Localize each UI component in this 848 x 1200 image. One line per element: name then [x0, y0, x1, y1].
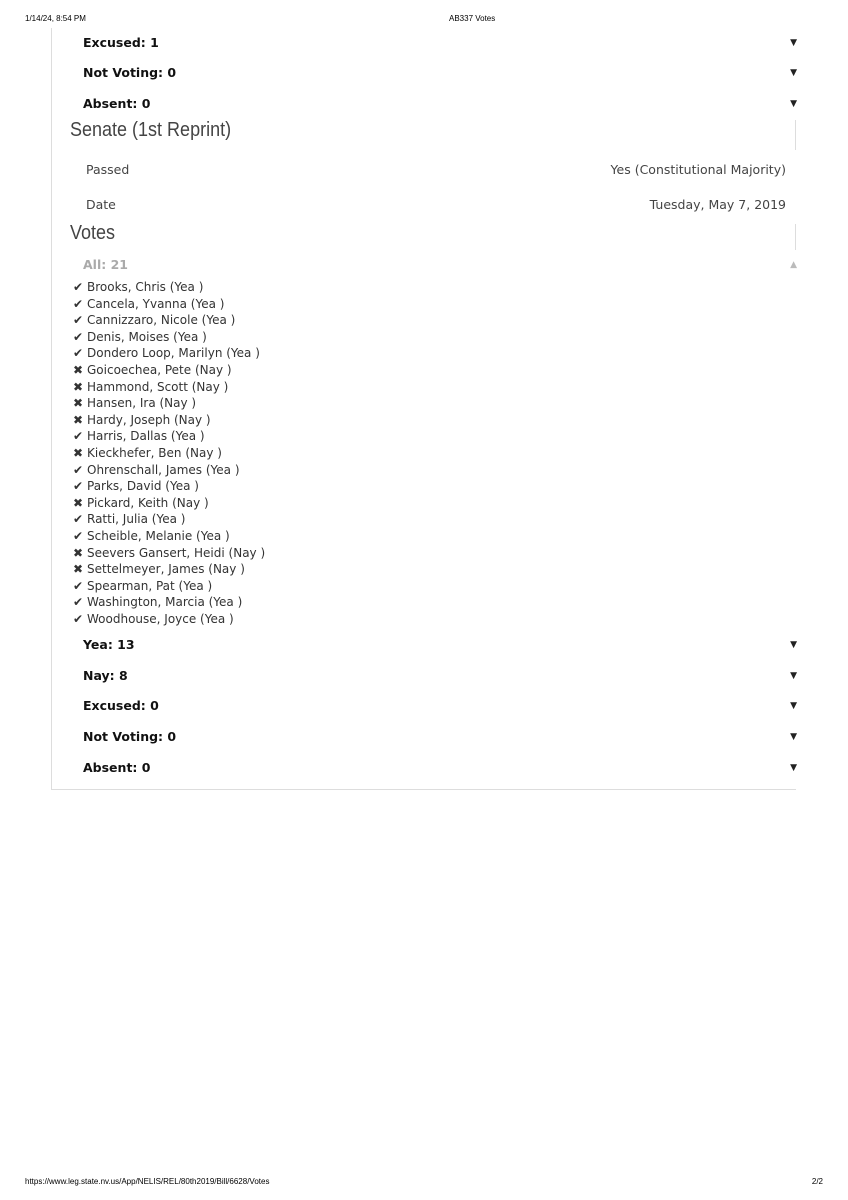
toggle-label: Yea: 13 — [83, 637, 135, 652]
toggle-label: Absent: 0 — [83, 96, 151, 111]
toggle-label: Excused: 0 — [83, 698, 159, 713]
voter-name: Seevers Gansert, Heidi (Nay ) — [87, 545, 266, 560]
chevron-down-icon: ▼ — [790, 701, 797, 711]
voter-list-item — [73, 578, 473, 595]
voter-list-item — [73, 561, 473, 578]
date-row — [86, 197, 786, 215]
voter-list-item — [73, 362, 473, 379]
voter-name: Hardy, Joseph (Nay ) — [87, 412, 211, 427]
voter-name: Pickard, Keith (Nay ) — [87, 495, 209, 510]
chevron-down-icon: ▼ — [790, 640, 797, 650]
x-icon: ✖ — [73, 445, 84, 460]
voter-name: Hammond, Scott (Nay ) — [87, 379, 229, 394]
check-icon: ✔ — [73, 479, 84, 494]
chevron-down-icon: ▼ — [790, 99, 797, 109]
toggle-yea[interactable] — [83, 637, 797, 657]
votes-panel — [51, 28, 796, 790]
print-footer — [0, 1177, 848, 1189]
date-value: Tuesday, May 7, 2019 — [649, 197, 786, 212]
toggle-label: All: 21 — [83, 257, 128, 272]
toggle-excused[interactable] — [83, 35, 797, 55]
toggle-absent[interactable] — [83, 760, 797, 780]
voter-list-item — [73, 428, 473, 445]
x-icon: ✖ — [73, 362, 84, 377]
voter-name: Harris, Dallas (Yea ) — [87, 429, 205, 444]
print-title: AB337 Votes — [449, 14, 496, 23]
voter-list-item — [73, 296, 473, 313]
passed-label: Passed — [86, 162, 130, 177]
voter-list-item — [73, 511, 473, 528]
section-title: Senate (1st Reprint) — [70, 119, 232, 141]
check-icon: ✔ — [73, 296, 84, 311]
toggle-all[interactable] — [83, 257, 797, 277]
toggle-label: Not Voting: 0 — [83, 729, 177, 744]
print-datetime: 1/14/24, 8:54 PM — [25, 14, 86, 23]
voter-name: Ratti, Julia (Yea ) — [87, 512, 186, 527]
votes-title: Votes — [70, 222, 116, 244]
voter-list-item — [73, 412, 473, 429]
voter-list-item — [73, 345, 473, 362]
voter-name: Dondero Loop, Marilyn (Yea ) — [87, 346, 260, 361]
voter-name: Woodhouse, Joyce (Yea ) — [87, 611, 234, 626]
check-icon: ✔ — [73, 595, 84, 610]
voter-name: Cannizzaro, Nicole (Yea ) — [87, 313, 236, 328]
check-icon: ✔ — [73, 346, 84, 361]
voter-name: Washington, Marcia (Yea ) — [87, 595, 243, 610]
voter-list-item — [73, 462, 473, 479]
voter-name: Parks, David (Yea ) — [87, 479, 199, 494]
voter-list-item — [73, 329, 473, 346]
x-icon: ✖ — [73, 379, 84, 394]
chevron-down-icon: ▼ — [790, 671, 797, 681]
toggle-label: Nay: 8 — [83, 668, 128, 683]
check-icon: ✔ — [73, 313, 84, 328]
toggle-excused[interactable] — [83, 698, 797, 718]
toggle-absent[interactable] — [83, 96, 797, 116]
voter-list-item — [73, 495, 473, 512]
voter-name: Hansen, Ira (Nay ) — [87, 396, 197, 411]
voter-name: Scheible, Melanie (Yea ) — [87, 528, 230, 543]
print-page-number: 2/2 — [811, 1177, 823, 1186]
voter-list-item — [73, 379, 473, 396]
voter-list — [73, 279, 473, 627]
chevron-down-icon: ▼ — [790, 763, 797, 773]
x-icon: ✖ — [73, 562, 84, 577]
toggle-nay[interactable] — [83, 668, 797, 688]
check-icon: ✔ — [73, 512, 84, 527]
chevron-up-icon: ▲ — [790, 260, 797, 270]
voter-name: Denis, Moises (Yea ) — [87, 329, 207, 344]
check-icon: ✔ — [73, 528, 84, 543]
voter-list-item — [73, 528, 473, 545]
check-icon: ✔ — [73, 578, 84, 593]
voter-name: Brooks, Chris (Yea ) — [87, 280, 204, 294]
voter-list-item — [73, 545, 473, 562]
x-icon: ✖ — [73, 396, 84, 411]
voter-name: Ohrenschall, James (Yea ) — [87, 462, 240, 477]
date-label: Date — [86, 197, 116, 212]
voter-name: Spearman, Pat (Yea ) — [87, 578, 213, 593]
chevron-down-icon: ▼ — [790, 732, 797, 742]
check-icon: ✔ — [73, 611, 84, 626]
passed-row — [86, 162, 786, 180]
toggle-label: Excused: 1 — [83, 35, 159, 50]
voter-list-item — [73, 611, 473, 628]
voter-list-item — [73, 445, 473, 462]
check-icon: ✔ — [73, 329, 84, 344]
panel-divider — [795, 224, 796, 250]
voter-list-item — [73, 312, 473, 329]
voter-name: Cancela, Yvanna (Yea ) — [87, 296, 225, 311]
check-icon: ✔ — [73, 429, 84, 444]
passed-value: Yes (Constitutional Majority) — [610, 162, 786, 177]
panel-divider — [795, 120, 796, 150]
print-url: https://www.leg.state.nv.us/App/NELIS/REL/80th2019/Bill/6628/Votes — [25, 1177, 270, 1186]
print-header — [0, 14, 848, 26]
check-icon: ✔ — [73, 280, 84, 294]
x-icon: ✖ — [73, 545, 84, 560]
x-icon: ✖ — [73, 412, 84, 427]
toggle-label: Absent: 0 — [83, 760, 151, 775]
check-icon: ✔ — [73, 462, 84, 477]
voter-list-item — [73, 279, 473, 296]
voter-name: Goicoechea, Pete (Nay ) — [87, 362, 232, 377]
voter-name: Settelmeyer, James (Nay ) — [87, 562, 245, 577]
voter-list-item — [73, 478, 473, 495]
x-icon: ✖ — [73, 495, 84, 510]
toggle-not-voting[interactable] — [83, 729, 797, 749]
chevron-down-icon: ▼ — [790, 38, 797, 48]
chevron-down-icon: ▼ — [790, 68, 797, 78]
toggle-label: Not Voting: 0 — [83, 65, 177, 80]
voter-list-item — [73, 594, 473, 611]
voter-name: Kieckhefer, Ben (Nay ) — [87, 445, 222, 460]
voter-list-item — [73, 395, 473, 412]
toggle-not-voting[interactable] — [83, 65, 797, 85]
